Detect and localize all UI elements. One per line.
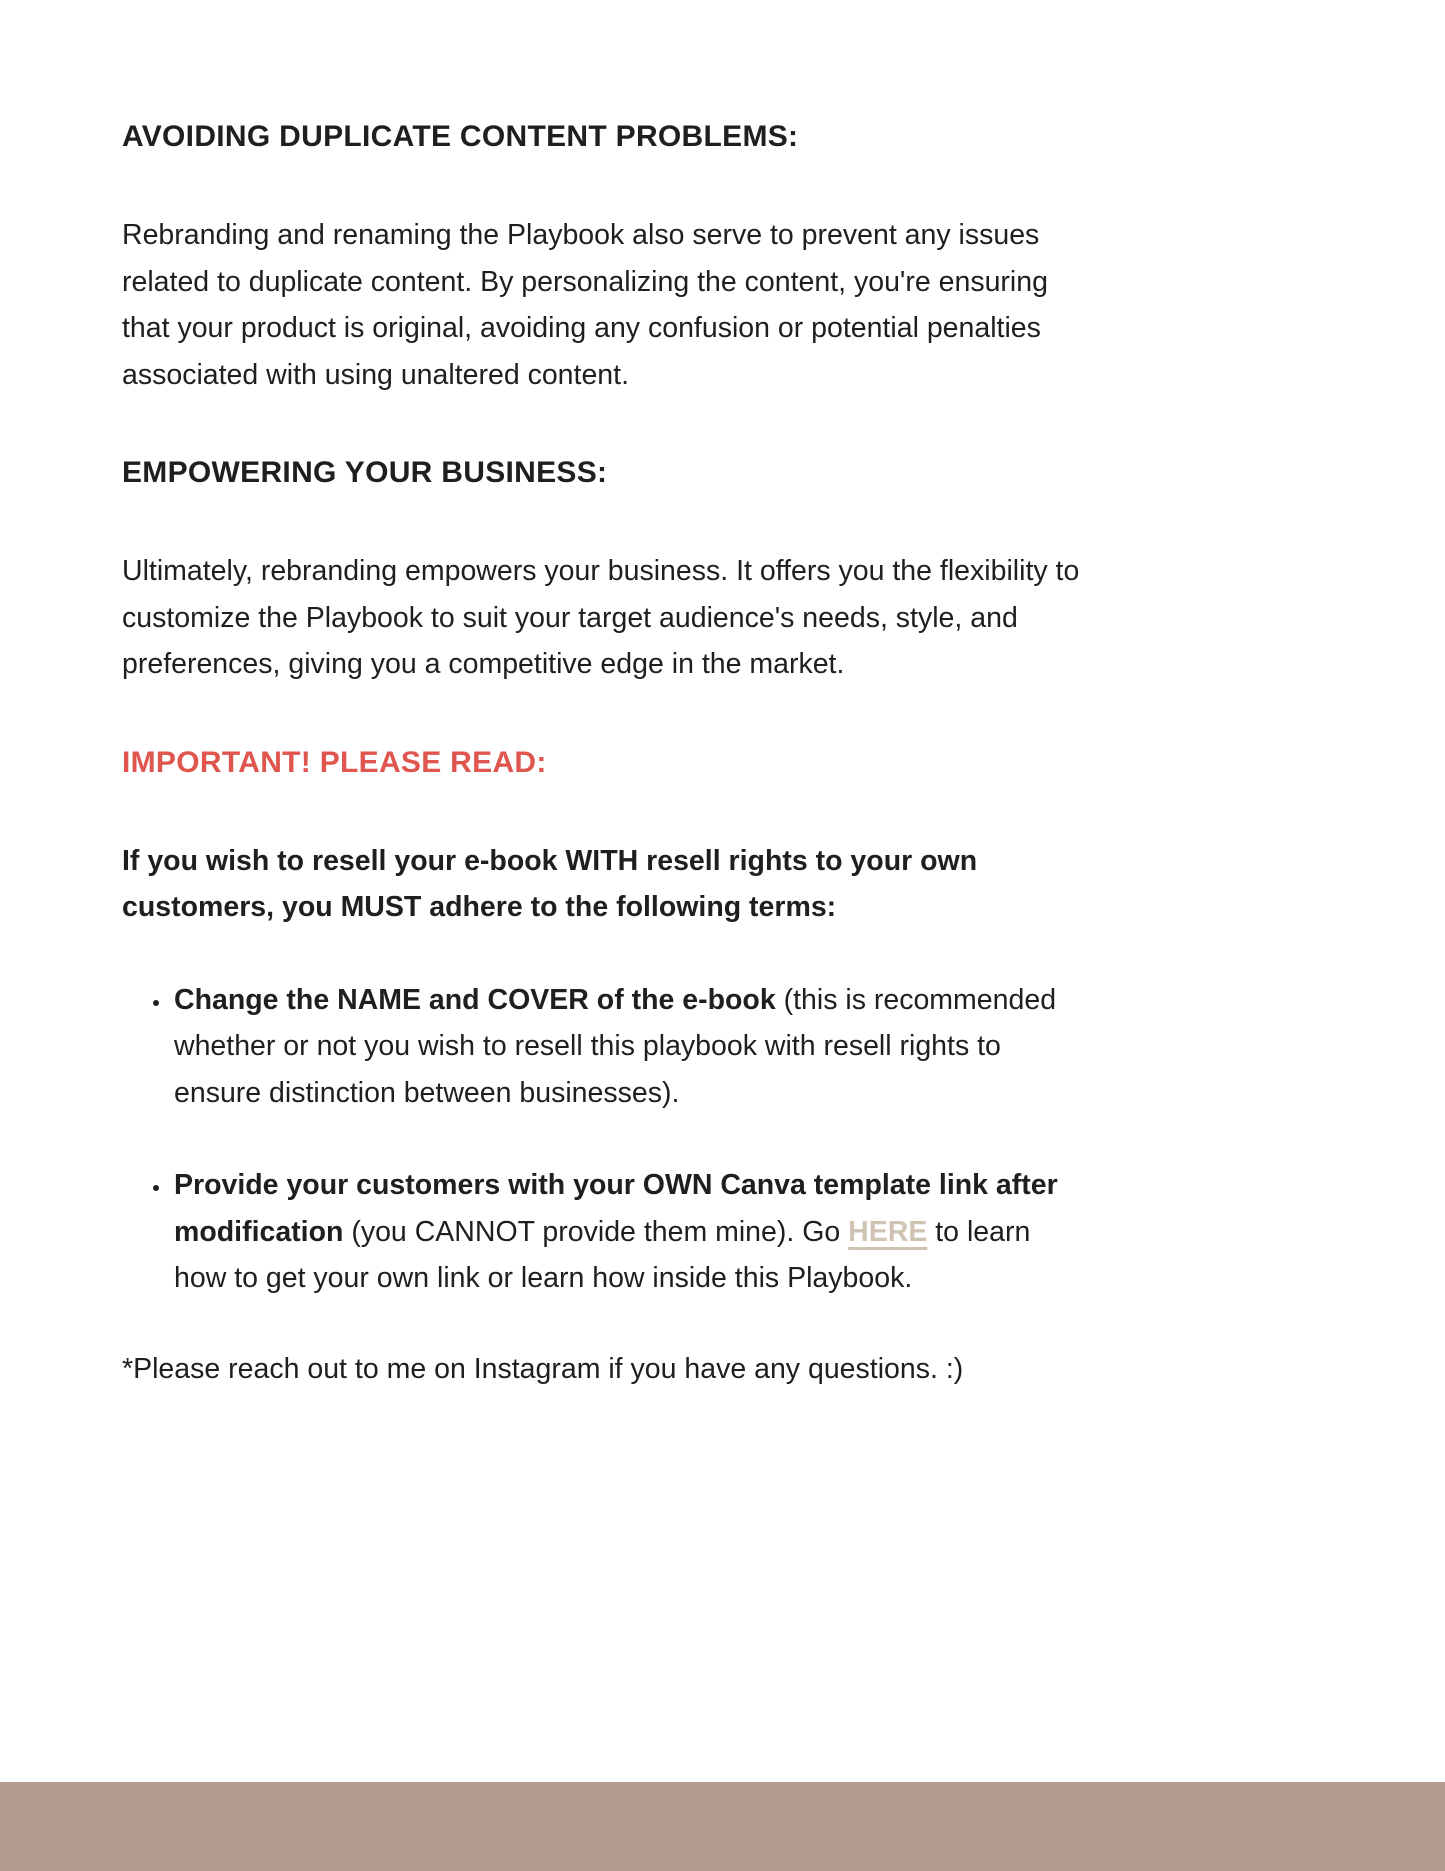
- list-item-own-canva-link: [172, 1162, 1090, 1302]
- paragraph-resell-terms-intro: [122, 838, 1090, 931]
- text-run: Change the NAME and COVER of the e-book: [174, 983, 776, 1016]
- text-run: If you wish to resell your e-book WITH resell rights to your own customers, you MUST adhere to the following terms:: [122, 844, 978, 923]
- text-run: (you CANNOT provide them mine). Go: [343, 1215, 849, 1248]
- heading-important-please-read: IMPORTANT! PLEASE READ:: [122, 745, 547, 779]
- resell-terms-list: [122, 977, 1090, 1302]
- text-run: Provide your customers with your OWN Canva template link after modification: [174, 1169, 1058, 1248]
- paragraph-duplicate-content: Rebranding and renaming the Playbook also serve to prevent any issues related to duplicate content. By personalizing the content, you're ensuring that your product is original, avoiding any confusion or potential penalties associated with using unaltered content.: [122, 219, 1048, 391]
- here-link[interactable]: HERE: [848, 1215, 928, 1248]
- text-run: (this is recommended whether or not you wish to resell this playbook with resell rights to ensure distinction between businesses).: [174, 983, 1057, 1109]
- heading-avoiding-duplicate-content: AVOIDING DUPLICATE CONTENT PROBLEMS:: [122, 120, 799, 153]
- list-item-change-name-cover: [172, 977, 1090, 1117]
- paragraph-empowering-business: Ultimately, rebranding empowers your business. It offers you the flexibility to customize the Playbook to suit your target audience's needs, style, and preferences, giving you a competitive edge in the market.: [122, 555, 1080, 680]
- text-run: to learn how to get your own link or learn how inside this Playbook.: [174, 1215, 1031, 1294]
- heading-empowering-your-business: EMPOWERING YOUR BUSINESS:: [122, 456, 608, 489]
- footnote-instagram: *Please reach out to me on Instagram if you have any questions. :): [122, 1352, 964, 1385]
- footer-color-band: [0, 1782, 1445, 1871]
- page-content: [122, 118, 1090, 1392]
